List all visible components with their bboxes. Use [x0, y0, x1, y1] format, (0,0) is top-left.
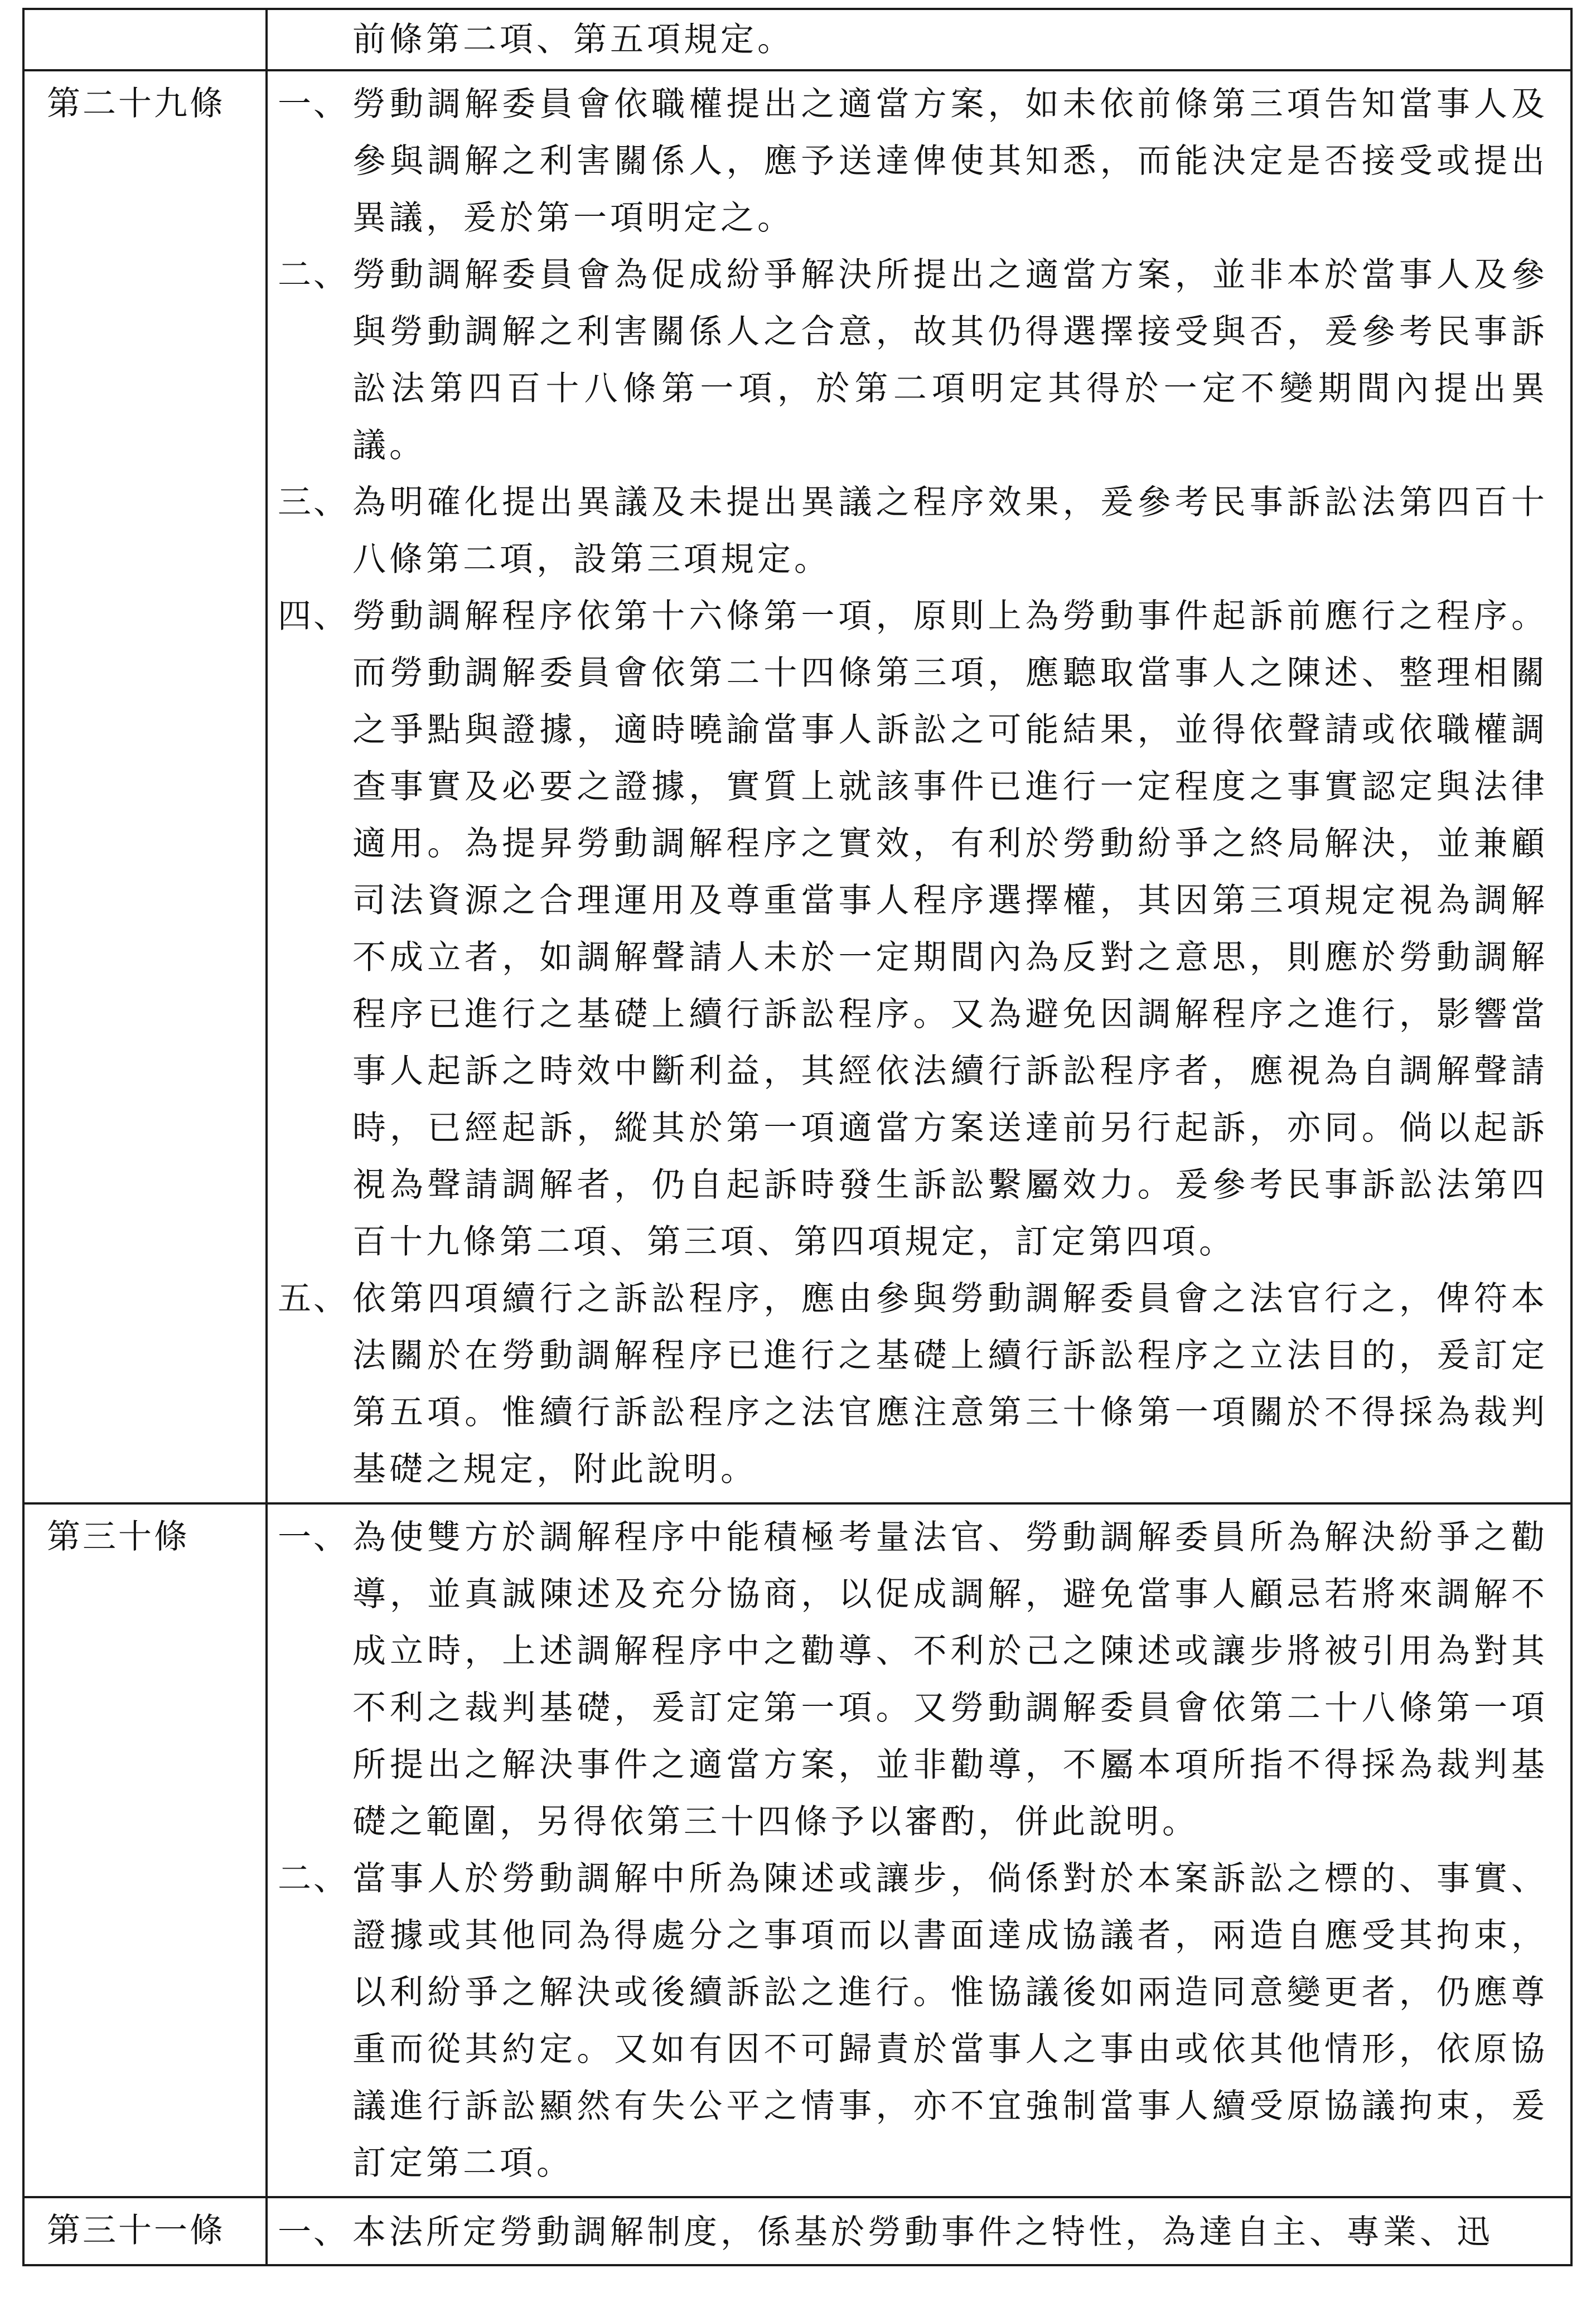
list-item [278, 1270, 1548, 1498]
item-text: 勞動調解委員會為促成紛爭解決所提出之適當方案，並非本於當事人及參與勞動調解之利害關係人之合意，故其仍得選擇接受與否，爰參考民事訴訟法第四百十八條第一項，於第二項明定其得於一定不變期間內提出異議。 [352, 255, 1548, 465]
article-label-cell [23, 1503, 267, 2197]
item-marker: 三、 [278, 483, 349, 522]
explanation-cell [267, 9, 1571, 70]
continuation-text: 前條第二項、第五項規定。 [352, 20, 794, 59]
document-page [22, 8, 1566, 2300]
explanation-cell [267, 1503, 1571, 2197]
item-marker: 五、 [278, 1279, 349, 1318]
item-text: 本法所定勞動調解制度，係基於勞動事件之特性，為達自主、專業、迅 [352, 2213, 1493, 2252]
explanation-table [22, 8, 1573, 2266]
list-item [278, 2204, 1548, 2261]
item-text: 當事人於勞動調解中所為陳述或讓步，倘係對於本案訴訟之標的、事實、證據或其他同為得處分之事項而以書面達成協議者，兩造自應受其拘束，以利紛爭之解決或後續訴訟之進行。惟協議後如兩造同意變更者，仍應尊重而從其約定。又如有因不可歸責於當事人之事由或依其他情形，依原協議進行訴訟顯然有失公平之情事，亦不宜強制當事人續受原協議拘束，爰訂定第二項。 [352, 1859, 1548, 2183]
item-text: 依第四項續行之訴訟程序，應由參與勞動調解委員會之法官行之，俾符本法關於在勞動調解程序已進行之基礎上續行訴訟程序之立法目的，爰訂定第五項。惟續行訴訟程序之法官應注意第三十條第一項關於不得採為裁判基礎之規定，附此說明。 [352, 1279, 1548, 1489]
item-marker: 二、 [278, 1859, 349, 1898]
list-item [278, 1509, 1548, 1850]
list-item [278, 76, 1548, 246]
article-label-cell [23, 70, 267, 1503]
table-row-article-31 [23, 2197, 1571, 2265]
explanation-cell [267, 2197, 1571, 2265]
item-marker: 一、 [278, 1518, 349, 1557]
item-text: 勞動調解委員會依職權提出之適當方案，如未依前條第三項告知當事人及參與調解之利害關係人，應予送達俾使其知悉，而能決定是否接受或提出異議，爰於第一項明定之。 [352, 85, 1548, 238]
list-item [278, 246, 1548, 474]
item-marker: 一、 [278, 2213, 349, 2252]
item-marker: 二、 [278, 255, 349, 294]
article-label [25, 10, 265, 16]
list-item [278, 1850, 1548, 2192]
table-row-article-30 [23, 1503, 1571, 2197]
article-label: 第二十九條 [47, 84, 225, 123]
explanation-cell [267, 70, 1571, 1503]
article-label-cell [23, 2197, 267, 2265]
table-row-article-29 [23, 70, 1571, 1503]
article-label: 第三十條 [47, 1517, 190, 1556]
item-text: 勞動調解程序依第十六條第一項，原則上為勞動事件起訴前應行之程序。而勞動調解委員會依第二十四條第三項，應聽取當事人之陳述、整理相關之爭點與證據，適時曉諭當事人訴訟之可能結果，並得依聲請或依職權調查事實及必要之證據，實質上就該事件已進行一定程度之事實認定與法律適用。為提昇勞動調解程序之實效，有利於勞動紛爭之終局解決，並兼顧司法資源之合理運用及尊重當事人程序選擇權，其因第三項規定視為調解不成立者，如調解聲請人未於一定期間內為反對之意思，則應於勞動調解程序已進行之基礎上續行訴訟程序。又為避免因調解程序之進行，影響當事人起訴之時效中斷利益，其經依法續行訴訟程序者，應視為自調解聲請時，已經起訴，縱其於第一項適當方案送達前另行起訴，亦同。倘以起訴視為聲請調解者，仍自起訴時發生訴訟繫屬效力。爰參考民事訴訟法第四百十九條第二項、第三項、第四項規定，訂定第四項。 [352, 597, 1548, 1261]
item-text: 為明確化提出異議及未提出異議之程序效果，爰參考民事訴訟法第四百十八條第二項，設第三項規定。 [352, 483, 1548, 579]
list-item [278, 588, 1548, 1270]
table-row-continuation [23, 9, 1571, 70]
list-item [278, 474, 1548, 588]
article-label: 第三十一條 [47, 2211, 225, 2250]
item-marker: 四、 [278, 597, 349, 636]
item-text: 為使雙方於調解程序中能積極考量法官、勞動調解委員所為解決紛爭之勸導，並真誠陳述及充分協商，以促成調解，避免當事人顧忌若將來調解不成立時，上述調解程序中之勸導、不利於己之陳述或讓步將被引用為對其不利之裁判基礎，爰訂定第一項。又勞動調解委員會依第二十八條第一項所提出之解決事件之適當方案，並非勸導，不屬本項所指不得採為裁判基礎之範圍，另得依第三十四條予以審酌，併此說明。 [352, 1518, 1548, 1841]
article-label-cell [23, 9, 267, 70]
item-marker: 一、 [278, 85, 349, 124]
